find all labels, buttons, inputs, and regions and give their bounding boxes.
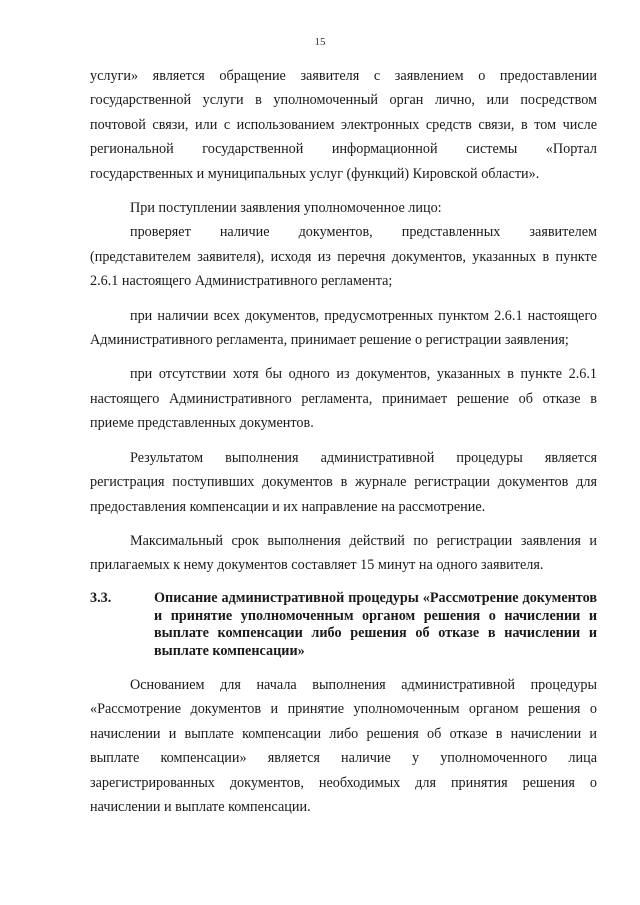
paragraph: Максимальный срок выполнения действий по регистрации заявления и прилагаемых к нему документов составляет 15 минут на одного заявителя. <box>90 532 597 574</box>
paragraph: услуги» является обращение заявителя с заявлением о предоставлении государственной услуги в уполномоченный орган лично, или посредством почтовой связи, или с использованием электронных средств связи, в том числе региональной государственной информационной системы «Портал государственных и муниципальных услуг (функций) Кировской области». <box>90 68 597 182</box>
paragraph: Результатом выполнения административной процедуры является регистрация поступивших документов в журнале регистрации документов для предоставления компенсации и их направление на рассмотрение. <box>90 449 597 515</box>
paragraph: Основанием для начала выполнения административной процедуры «Рассмотрение документов и принятие уполномоченным органом решения о начислении и выплате компенсации либо решения об отказе в начислении и выплате компенсации» является наличие у уполномоченного лица зарегистрированных документов, необходимых для принятия решения о начислении и выплате компенсации. <box>90 676 597 815</box>
page-number: 15 <box>314 36 326 48</box>
paragraph: При поступлении заявления уполномоченное лицо: <box>130 200 442 217</box>
section-heading <box>90 590 597 661</box>
section-number: 3.3. <box>90 589 112 606</box>
document-body <box>90 64 597 819</box>
paragraph: при отсутствии хотя бы одного из документов, указанных в пункте 2.6.1 настоящего Административного регламента, принимает решение об отказе в приеме представленных документов. <box>90 366 597 432</box>
paragraph: при наличии всех документов, предусмотренных пунктом 2.6.1 настоящего Административного регламента, принимает решение о регистрации заявления; <box>90 307 597 349</box>
paragraph: проверяет наличие документов, представленных заявителем (представителем заявителя), исходя из перечня документов, указанных в пункте 2.6.1 настоящего Административного регламента; <box>90 224 597 290</box>
section-title: Описание административной процедуры «Рассмотрение документов и принятие уполномоченным органом решения о начислении и выплате компенсации либо решения об отказе в начислении и выплате компенсации» <box>154 589 597 660</box>
